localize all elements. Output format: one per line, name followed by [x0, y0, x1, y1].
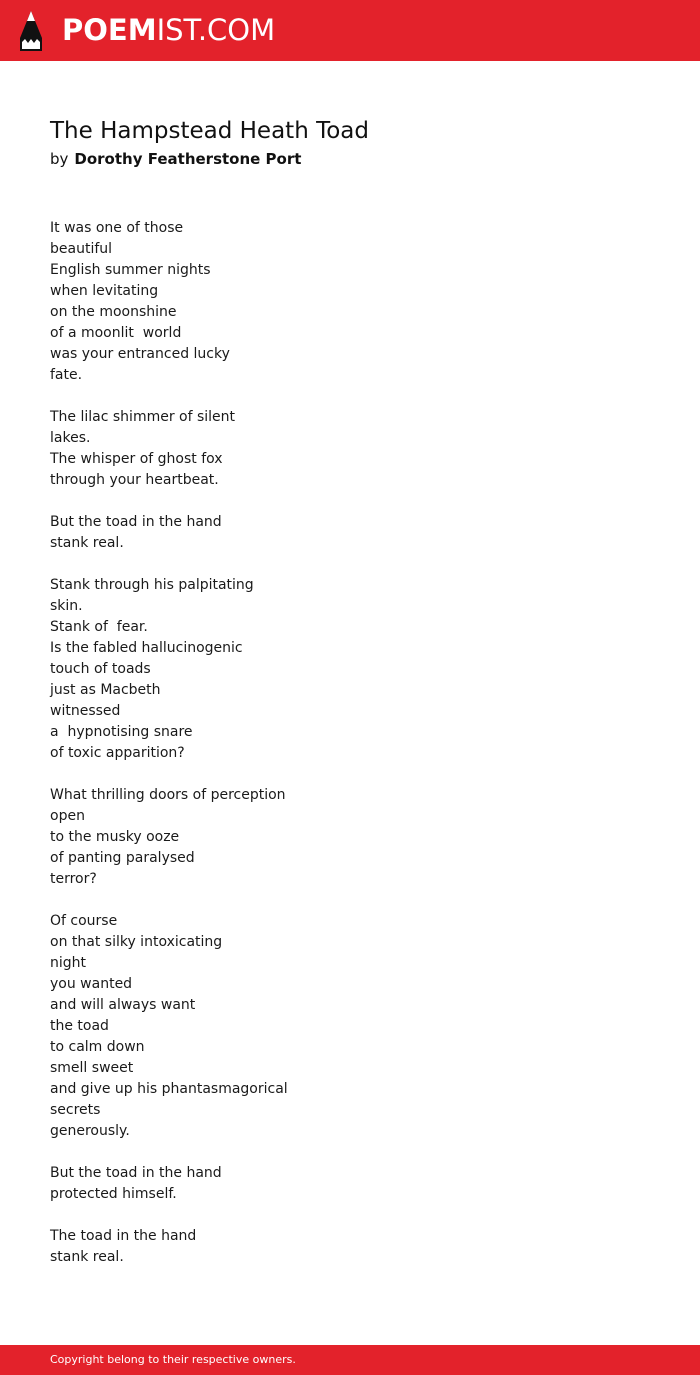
poem-line: beautiful [50, 241, 113, 257]
poem-line: stank real. [50, 1249, 124, 1265]
poem-line: Stank of fear. [50, 619, 148, 635]
poem-line: English summer nights [50, 262, 211, 278]
site-header [0, 0, 700, 61]
poem-line: and will always want [50, 997, 196, 1013]
logo-light-text: IST.COM [156, 13, 276, 47]
poem-line: to calm down [50, 1039, 145, 1055]
poem-line: Of course [50, 913, 118, 929]
author-name: Dorothy Featherstone Port [74, 150, 302, 168]
poem-line: secrets [50, 1102, 101, 1118]
poem-line: on the moonshine [50, 304, 177, 320]
poem-line: night [50, 955, 87, 971]
poem-stanza [50, 911, 450, 1142]
poem-line: fate. [50, 367, 83, 383]
poem-stanza [50, 407, 450, 491]
by-label: by [50, 150, 69, 168]
poem-line: The whisper of ghost fox [50, 451, 223, 467]
poem-stanza [50, 1226, 450, 1268]
poem-line: on that silky intoxicating [50, 934, 223, 950]
poem-line: touch of toads [50, 661, 151, 677]
poem-line: The toad in the hand [50, 1228, 197, 1244]
poem-line: lakes. [50, 430, 91, 446]
poem-stanza [50, 1163, 450, 1205]
poem-line: Stank through his palpitating [50, 577, 254, 593]
poem-stanza [50, 512, 450, 554]
poem-line: terror? [50, 871, 97, 887]
poem-line: Is the fabled hallucinogenic [50, 640, 243, 656]
poem-line: But the toad in the hand [50, 1165, 222, 1181]
copyright-notice: Copyright belong to their respective owners. [50, 1353, 296, 1366]
poem-line: of toxic apparition? [50, 745, 185, 761]
poem-line: to the musky ooze [50, 829, 180, 845]
poem-line: was your entranced lucky [50, 346, 230, 362]
poem-line: of a moonlit world [50, 325, 182, 341]
pencil-icon[interactable] [18, 10, 44, 52]
logo-bold-text: POEM [62, 13, 157, 47]
poem-line: the toad [50, 1018, 109, 1034]
poem-line: through your heartbeat. [50, 472, 219, 488]
poem-line: open [50, 808, 85, 824]
poem-line: protected himself. [50, 1186, 177, 1202]
byline [50, 148, 301, 170]
poem-line: It was one of those [50, 220, 184, 236]
poem-line: and give up his phantasmagorical [50, 1081, 288, 1097]
poem-stanza [50, 218, 450, 386]
poem-line: when levitating [50, 283, 159, 299]
poem-line: smell sweet [50, 1060, 134, 1076]
poem-line: a hypnotising snare [50, 724, 193, 740]
poem-body [50, 218, 450, 1289]
poem-line: generously. [50, 1123, 130, 1139]
poem-title: The Hampstead Heath Toad [50, 118, 369, 144]
poem-line: witnessed [50, 703, 121, 719]
poem-line: of panting paralysed [50, 850, 195, 866]
poem-line: skin. [50, 598, 83, 614]
poem-stanza [50, 575, 450, 764]
poem-line: you wanted [50, 976, 133, 992]
poem-line: The lilac shimmer of silent [50, 409, 236, 425]
site-footer [0, 1345, 700, 1375]
poem-line: But the toad in the hand [50, 514, 222, 530]
poem-line: just as Macbeth [50, 682, 161, 698]
poem-line: stank real. [50, 535, 124, 551]
site-logo[interactable] [62, 13, 275, 47]
poem-line: What thrilling doors of perception [50, 787, 286, 803]
poem-stanza [50, 785, 450, 890]
